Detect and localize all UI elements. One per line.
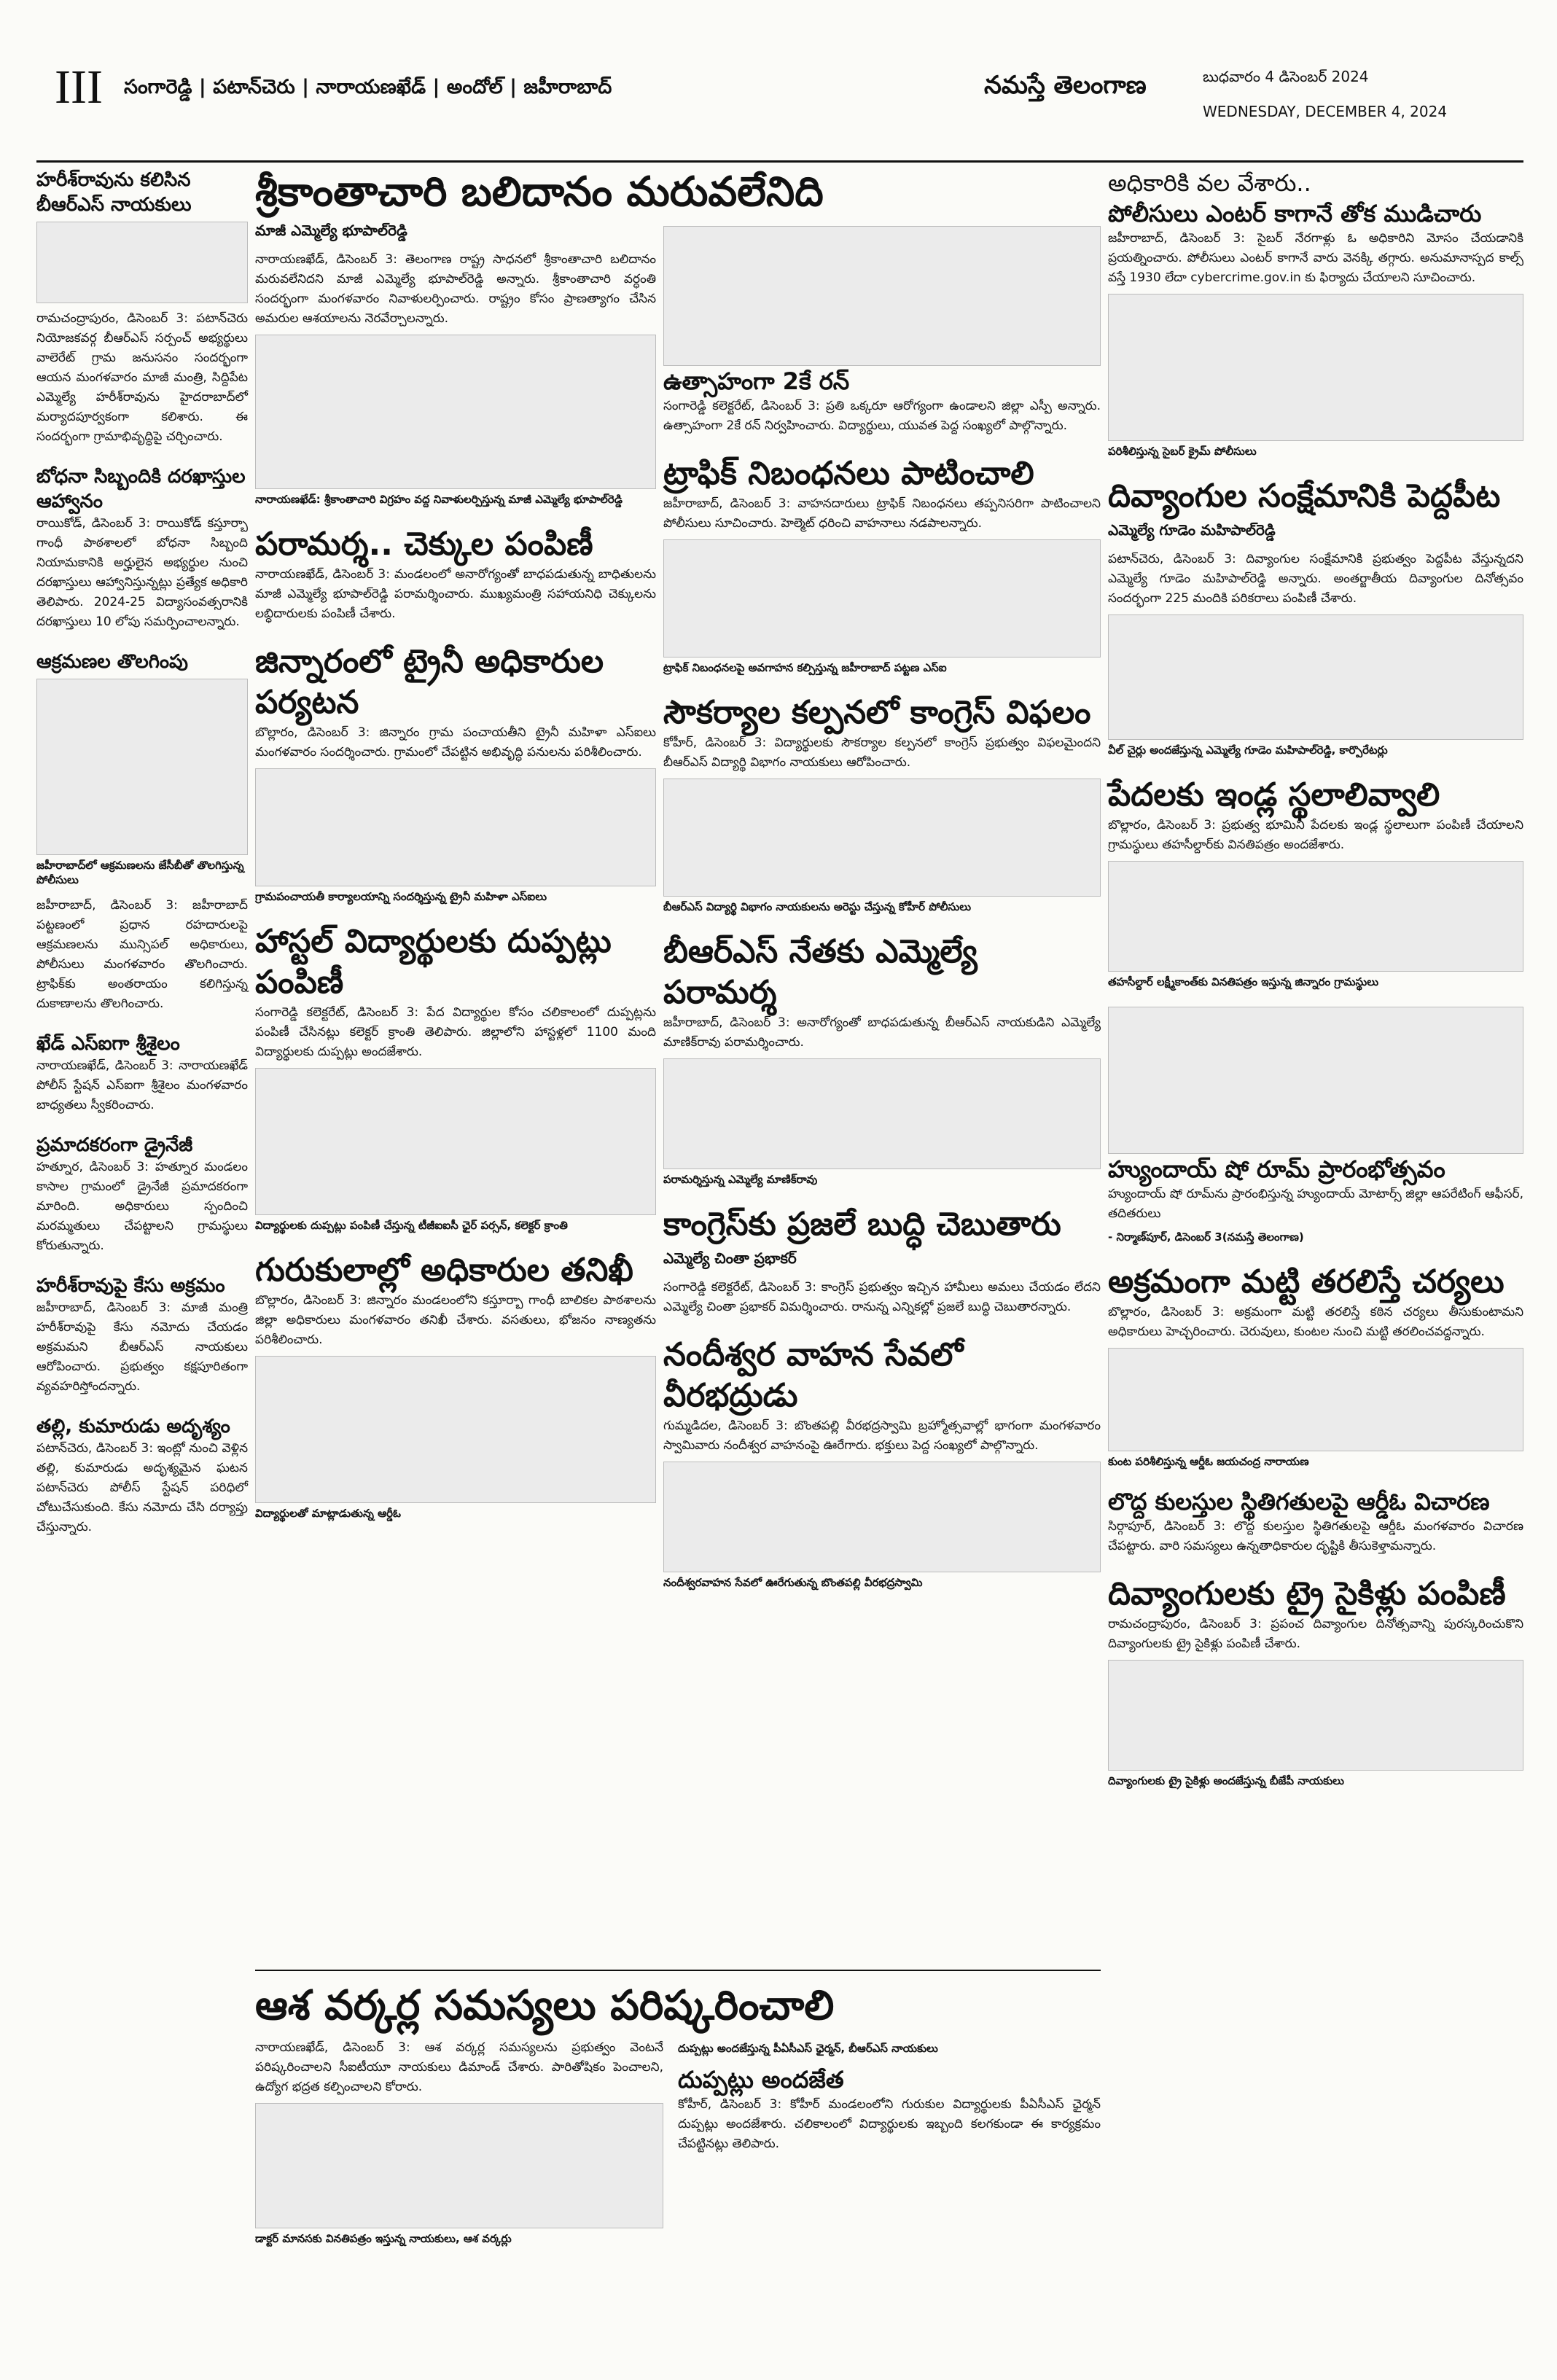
photo-caption: దివ్యాంగులకు ట్రై సైకిళ్లు అందజేస్తున్న బీజేపీ నాయకులు xyxy=(1108,1774,1344,1787)
photo xyxy=(663,226,1101,366)
headline: ట్రాఫిక్ నిబంధనలు పాటించాలి xyxy=(663,455,1034,492)
photo xyxy=(255,2103,663,2228)
photo-caption: నందీశ్వరవాహన సేవలో ఊరేగుతున్న బొంతపల్లి వీరభద్రస్వామి xyxy=(663,1576,923,1589)
story xyxy=(36,168,248,447)
lead-headline: శ్రీకాంతాచారి బలిదానం మరువలేనిది xyxy=(255,168,824,216)
photo-caption: ట్రాఫిక్ నిబంధనలపై అవగాహన కల్పిస్తున్న జహీరాబాద్ పట్టణ ఎస్‌ఐ xyxy=(663,661,947,674)
story xyxy=(255,524,656,624)
body-text: సంగారెడ్డి కలెక్టరేట్, డిసెంబర్ 3: ప్రతి ఒక్కరూ ఆరోగ్యంగా ఉండాలని జిల్లా ఎస్పీ అన్నారు. ఉత్సాహంగా 2కే రన్ నిర్వహించారు. విద్యార్థులు, యువత పెద్ద సంఖ్యలో పాల్గొన్నారు. xyxy=(663,399,1101,433)
newspaper-brand: నమస్తే తెలంగాణ xyxy=(984,71,1147,100)
column-3 xyxy=(663,168,1101,1607)
story xyxy=(255,921,656,1233)
body-text: జహీరాబాద్, డిసెంబర్ 3: వాహనదారులు ట్రాఫిక్ నిబంధనలు తప్పనిసరిగా పాటించాలని పోలీసులు సూచించారు. హెల్మెట్ ధరించి వాహనాలు నడపాలన్నారు. xyxy=(663,496,1101,531)
byline: ఎమ్మెల్యే గూడెం మహిపాల్‌రెడ్డి xyxy=(1108,521,1276,539)
body-text: సంగారెడ్డి కలెక్టరేట్, డిసెంబర్ 3: పేద విద్యార్థుల కోసం చలికాలంలో దుప్పట్లను పంపిణీ చేసినట్లు కలెక్టర్ క్రాంతి తెలిపారు. జిల్లాలోని హాస్టళ్లలో 1100 మంది విద్యార్థులకు దుప్పట్లు అందజేశారు. xyxy=(255,1005,656,1059)
body-text: నారాయణఖేడ్, డిసెంబర్ 3: తెలంగాణ రాష్ట్ర సాధనలో శ్రీకాంతాచారి బలిదానం మరువలేనిదని మాజీ ఎమ్మెల్యే భూపాల్‌రెడ్డి అన్నారు. శ్రీకాంతాచారి వర్ధంతి సందర్భంగా మంగళవారం నివాళులర్పించారు. రాష్ట్రం కోసం ప్రాణత్యాగం చేసిన అమరుల ఆశయాలను నెరవేర్చాలన్నారు. xyxy=(255,252,656,326)
photo xyxy=(1108,614,1523,740)
byline: మాజీ ఎమ్మెల్యే భూపాల్‌రెడ్డి xyxy=(255,222,407,239)
headline: బోధనా సిబ్బందికి దరఖాస్తుల ఆహ్వానం xyxy=(36,466,246,512)
body-text: సంగారెడ్డి కలెక్టరేట్, డిసెంబర్ 3: కాంగ్రెస్ ప్రభుత్వం ఇచ్చిన హామీలు అమలు చేయడం లేదని ఎమ్మెల్యే చింతా ప్రభాకర్ విమర్శించారు. రానున్న ఎన్నికల్లో ప్రజలే బుద్ధి చెబుతారన్నారు. xyxy=(663,1280,1101,1314)
headline: పేదలకు ఇండ్ల స్థలాలివ్వాలి xyxy=(1108,776,1440,814)
headline: హ్యుందాయ్ షో రూమ్ ప్రారంభోత్సవం xyxy=(1108,1155,1445,1183)
body-text: నారాయణఖేడ్, డిసెంబర్ 3: మండలంలో అనారోగ్యంతో బాధపడుతున్న బాధితులను మాజీ ఎమ్మెల్యే భూపాల్‌రెడ్డి పరామర్శించారు. ముఖ్యమంత్రి సహాయనిధి చెక్కులను లబ్ధిదారులకు పంపిణీ చేశారు. xyxy=(255,567,656,621)
headline: దివ్యాంగుల సంక్షేమానికి పెద్దపీట xyxy=(1108,477,1501,515)
body-text: జహీరాబాద్, డిసెంబర్ 3: అనారోగ్యంతో బాధపడుతున్న బీఆర్‌ఎస్ నాయకుడిని ఎమ్మెల్యే మాణిక్‌రావు పరామర్శించారు. xyxy=(663,1015,1101,1050)
body-text: బొల్లారం, డిసెంబర్ 3: జిన్నారం మండలంలోని కస్తూర్బా గాంధీ బాలికల పాఠశాలను జిల్లా అధికారులు మంగళవారం తనిఖీ చేశారు. వసతులు, భోజనం నాణ్యతను పరిశీలించారు. xyxy=(255,1293,656,1347)
story xyxy=(36,1133,248,1256)
photo xyxy=(36,679,248,855)
body-text: హత్నూర, డిసెంబర్ 3: హత్నూర మండలం కాసాల గ్రామంలో డ్రైనేజీ ప్రమాదకరంగా మారింది. అధికారులు స్పందించి మరమ్మతులు చేపట్టాలని గ్రామస్థులు కోరుతున్నారు. xyxy=(36,1160,248,1253)
kicker: అధికారికి వల వేశారు.. xyxy=(1108,169,1311,197)
story xyxy=(663,1335,1101,1590)
body-text: జహీరాబాద్, డిసెంబర్ 3: జహీరాబాద్ పట్టణంలో ప్రధాన రహదారులపై ఆక్రమణలను మున్సిపల్ అధికారులు, పోలీసులు మంగళవారం తొలగించారు. ట్రాఫిక్‌కు అంతరాయం కలిగిస్తున్న దుకాణాలను తొలగించారు. xyxy=(36,898,248,1011)
photo-caption: విద్యార్థులతో మాట్లాడుతున్న ఆర్డీఓ xyxy=(255,1507,401,1520)
photo xyxy=(1108,1007,1523,1154)
story xyxy=(663,692,1101,914)
issue-date xyxy=(1203,66,1447,122)
body-text: కోహీర్, డిసెంబర్ 3: కోహీర్ మండలంలోని గురుకుల విద్యార్థులకు పీఏసీఎస్ ఛైర్మన్ దుప్పట్లు అందజేశారు. చలికాలంలో విద్యార్థులకు ఇబ్బంది కలగకుండా ఈ కార్యక్రమం చేపట్టినట్లు తెలిపారు. xyxy=(678,2097,1101,2151)
photo-caption: గ్రామపంచాయతీ కార్యాలయాన్ని సందర్శిస్తున్న ట్రైనీ మహిళా ఎస్‌ఐలు xyxy=(255,890,547,903)
headline: హరీశ్‌రావుపై కేసు అక్రమం xyxy=(36,1275,225,1297)
photo-caption: వీల్ చైర్లు అందజేస్తున్న ఎమ్మెల్యే గూడెం మహిపాల్‌రెడ్డి, కార్పొరేటర్లు xyxy=(1108,744,1388,757)
photo xyxy=(255,768,656,886)
body-text: జహీరాబాద్, డిసెంబర్ 3: మాజీ మంత్రి హరీశ్‌రావుపై కేసు నమోదు చేయడం అక్రమమని బీఆర్‌ఎస్ నాయకులు ఆరోపించారు. ప్రభుత్వం కక్షపూరితంగా వ్యవహరిస్తోందన్నారు. xyxy=(36,1300,248,1394)
body-text: పటాన్‌చెరు, డిసెంబర్ 3: దివ్యాంగుల సంక్షేమానికి ప్రభుత్వం పెద్దపీట వేస్తున్నదని ఎమ్మెల్యే గూడెం మహిపాల్‌రెడ్డి అన్నారు. అంతర్జాతీయ దివ్యాంగుల దినోత్సవం సందర్భంగా 225 మందికి పరికరాలు పంపిణీ చేశారు. xyxy=(1108,552,1523,606)
photo xyxy=(255,1356,656,1503)
photo-credit: - నిర్మాణ్‌పూర్, డిసెంబర్ 3(నమస్తే తెలంగాణ) xyxy=(1108,1230,1304,1244)
headline: బీఆర్‌ఎస్ నేతకు ఎమ్మెల్యే పరామర్శ xyxy=(663,933,977,1011)
story xyxy=(36,464,248,632)
body-text: బొల్లారం, డిసెంబర్ 3: జిన్నారం గ్రామ పంచాయతీని ట్రైనీ మహిళా ఎస్‌ఐలు మంగళవారం సందర్శించారు. గ్రామంలో చేపట్టిన అభివృద్ధి పనులను పరిశీలించారు. xyxy=(255,725,656,760)
headline: గురుకులాల్లో అధికారుల తనిఖీ xyxy=(255,1252,633,1289)
story xyxy=(255,641,656,904)
photo-caption: విద్యార్థులకు దుప్పట్లు పంపిణీ చేస్తున్న టీజీఐఐసీ ఛైర్ పర్సన్, కలెక్టర్ క్రాంతి xyxy=(255,1219,568,1232)
photo-caption: నారాయణఖేడ్: శ్రీకాంతాచారి విగ్రహం వద్ద నివాళులర్పిస్తున్న మాజీ ఎమ్మెల్యే భూపాల్‌రెడ్డి xyxy=(255,493,623,506)
body-text: నారాయణఖేడ్, డిసెంబర్ 3: ఆశ వర్కర్ల సమస్యలను ప్రభుత్వం వెంటనే పరిష్కరించాలని సీఐటీయూ నాయకులు డిమాండ్ చేశారు. పారితోషికం పెంచాలని, ఉద్యోగ భద్రత కల్పించాలని కోరారు. xyxy=(255,2040,663,2094)
story xyxy=(1108,775,1523,989)
photo xyxy=(1108,861,1523,972)
headline: జిన్నారంలో ట్రైనీ అధికారుల పర్యటన xyxy=(255,643,604,721)
body-text: నారాయణఖేడ్, డిసెంబర్ 3: నారాయణఖేడ్ పోలీస్ స్టేషన్ ఎస్‌ఐగా శ్రీశైలం మంగళవారం బాధ్యతలు స్వీకరించారు. xyxy=(36,1058,248,1112)
photo xyxy=(663,539,1101,658)
body-text: రామచంద్రాపురం, డిసెంబర్ 3: ప్రపంచ దివ్యాంగుల దినోత్సవాన్ని పురస్కరించుకొని దివ్యాంగులకు ట్రై సైకిళ్లు పంపిణీ చేశారు. xyxy=(1108,1617,1523,1651)
photo-caption: తహసీల్దార్ లక్ష్మీకాంత్‌కు వినతిపత్రం ఇస్తున్న జిన్నారం గ్రామస్థులు xyxy=(1108,975,1379,988)
photo-caption: బీఆర్‌ఎస్ విద్యార్థి విభాగం నాయకులను అరెస్టు చేస్తున్న కోహీర్ పోలీసులు xyxy=(663,900,972,913)
headline: ప్రమాదకరంగా డ్రైనేజీ xyxy=(36,1134,193,1156)
story xyxy=(663,453,1101,675)
photo xyxy=(663,1462,1101,1572)
column-1 xyxy=(36,168,248,1555)
story xyxy=(1108,1574,1523,1788)
photo xyxy=(255,335,656,489)
photo-caption: డాక్టర్ మానసకు వినతిపత్రం ఇస్తున్న నాయకులు, ఆశ వర్కర్లు xyxy=(255,2232,512,2245)
photo-caption: కుంట పరిశీలిస్తున్న ఆర్డీఓ జయచంద్ర నారాయణ xyxy=(1108,1455,1309,1468)
body-text: కోహీర్, డిసెంబర్ 3: విద్యార్థులకు సౌకర్యాల కల్పనలో కాంగ్రెస్ ప్రభుత్వం విఫలమైందని బీఆర్‌ఎస్ విద్యార్థి విభాగం నాయకులు ఆరోపించారు. xyxy=(663,736,1101,770)
story xyxy=(1108,476,1523,757)
headline: పరామర్శ.. చెక్కుల పంపిణీ xyxy=(255,526,593,563)
district-list: సంగారెడ్డి | పటాన్‌చెరు | నారాయణఖేడ్ | అందోల్ | జహీరాబాద్ xyxy=(124,76,612,98)
masthead xyxy=(36,51,1523,163)
photo xyxy=(663,779,1101,897)
date-telugu: బుధవారం 4 డిసెంబర్ 2024 xyxy=(1203,68,1369,85)
body-text: బొల్లారం, డిసెంబర్ 3: ప్రభుత్వ భూమిని పేదలకు ఇండ్ల స్థలాలుగా పంపిణీ చేయాలని గ్రామస్థులు తహసీల్దార్‌కు వినతిపత్రం అందజేశారు. xyxy=(1108,818,1523,852)
story xyxy=(1108,168,1523,459)
story xyxy=(255,1250,656,1521)
headline: దుప్పట్లు అందజేత xyxy=(678,2066,844,2094)
story xyxy=(1108,1262,1523,1469)
headline: లొద్ద కులస్తుల స్థితిగతులపై ఆర్డీఓ విచారణ xyxy=(1108,1488,1490,1515)
photo xyxy=(1108,1348,1523,1451)
headline: ఖేడ్ ఎస్‌ఐగా శ్రీశైలం xyxy=(36,1033,180,1055)
page-number: III xyxy=(55,61,103,114)
photo-caption: జహీరాబాద్‌లో ఆక్రమణలను జేసీబీతో తొలగిస్తున్న పోలీసులు xyxy=(36,859,244,886)
photo xyxy=(663,1058,1101,1169)
photo xyxy=(36,222,248,303)
photo-caption: పరామర్శిస్తున్న ఎమ్మెల్యే మాణిక్‌రావు xyxy=(663,1173,818,1186)
photo xyxy=(255,1068,656,1215)
headline: దివ్యాంగులకు ట్రై సైకిళ్లు పంపిణీ xyxy=(1108,1575,1506,1612)
body-text: రామచంద్రాపురం, డిసెంబర్ 3: పటాన్‌చెరు నియోజకవర్గ బీఆర్‌ఎస్ సర్పంచ్ అభ్యర్థులు వాలెరేట్ గ్రామ జనుసనం సందర్భంగా ఆయన మంగళవారం మాజీ మంత్రి, సిద్దిపేట ఎమ్మెల్యే హరీశ్‌రావును హైదరాబాద్‌లో మర్యాదపూర్వకంగా కలిశారు. ఈ సందర్భంగా గ్రామాభివృద్ధిపై చర్చించారు. xyxy=(36,311,248,444)
body-text: జహీరాబాద్, డిసెంబర్ 3: సైబర్ నేరగాళ్లు ఓ అధికారిని మోసం చేయడానికి ప్రయత్నించారు. పోలీసులు ఎంటర్ కాగానే వారు వెనక్కి తగ్గారు. అనుమానాస్పద కాల్స్ వస్తే 1930 లేదా cybercrime.gov.in కు ఫిర్యాదు చేయాలని సూచించారు. xyxy=(1108,231,1523,285)
body-text: సిర్గాపూర్, డిసెంబర్ 3: లొద్ద కులస్తుల స్థితిగతులపై ఆర్డీఓ మంగళవారం విచారణ చేపట్టారు. వారి సమస్యలు ఉన్నతాధికారుల దృష్టికి తీసుకెళ్తామన్నారు. xyxy=(1108,1519,1523,1553)
body-text: బొల్లారం, డిసెంబర్ 3: అక్రమంగా మట్టి తరలిస్తే కఠిన చర్యలు తీసుకుంటామని అధికారులు హెచ్చరించారు. చెరువులు, కుంటల నుంచి మట్టి తరలించవద్దన్నారు. xyxy=(1108,1305,1523,1339)
photo xyxy=(1108,294,1523,441)
story xyxy=(36,1031,248,1115)
headline: అక్రమంగా మట్టి తరలిస్తే చర్యలు xyxy=(1108,1263,1505,1300)
story xyxy=(663,932,1101,1187)
story xyxy=(36,649,248,1014)
headline: నందీశ్వర వాహన సేవలో వీరభద్రుడు xyxy=(663,1336,964,1414)
bottom-story xyxy=(255,1962,1101,2255)
story xyxy=(36,1273,248,1397)
headline: తల్లి, కుమారుడు అదృశ్యం xyxy=(36,1416,230,1437)
photo-caption: దుప్పట్లు అందజేస్తున్న పీఏసీఎస్ ఛైర్మన్, బీఆర్‌ఎస్ నాయకులు xyxy=(678,2042,938,2055)
headline: పోలీసులు ఎంటర్ కాగానే తోక ముడిచారు xyxy=(1108,200,1482,227)
headline: ఉత్సాహంగా 2కే రన్ xyxy=(663,367,850,395)
photo-caption: పరిశీలిస్తున్న సైబర్ క్రైమ్ పోలీసులు xyxy=(1108,445,1257,458)
column-4 xyxy=(1108,168,1523,1806)
story xyxy=(663,366,1101,436)
body-text: హ్యుందాయ్ షో రూమ్‌ను ప్రారంభిస్తున్న హ్యుందాయ్ మోటార్స్ జిల్లా ఆపరేటింగ్ ఆఫీసర్, తదితరులు xyxy=(1108,1187,1523,1221)
photo xyxy=(1108,1660,1523,1771)
body-text: గుమ్మడిదల, డిసెంబర్ 3: బొంతపల్లి వీరభద్రస్వామి బ్రహ్మోత్సవాల్లో భాగంగా మంగళవారం స్వామివారు నందీశ్వర వాహనంపై ఊరేగారు. భక్తులు పెద్ద సంఖ్యలో పాల్గొన్నారు. xyxy=(663,1419,1101,1453)
story xyxy=(36,1414,248,1537)
headline: హరీశ్‌రావును కలిసిన బీఆర్‌ఎస్ నాయకులు xyxy=(36,169,192,216)
story xyxy=(663,1204,1101,1317)
headline: ఆశ వర్కర్ల సమస్యలు పరిష్కరించాలి xyxy=(255,1982,835,2029)
headline: కాంగ్రెస్‌కు ప్రజలే బుద్ధి చెబుతారు xyxy=(663,1206,1061,1243)
body-text: పటాన్‌చెరు, డిసెంబర్ 3: ఇంట్లో నుంచి వెళ్లిన తల్లి, కుమారుడు అదృశ్యమైన ఘటన పటాన్‌చెరు పోలీస్ స్టేషన్ పరిధిలో చోటుచేసుకుంది. కేసు నమోదు చేసి దర్యాప్తు చేస్తున్నారు. xyxy=(36,1441,248,1534)
headline: ఆక్రమణల తొలగింపు xyxy=(36,651,188,673)
headline: సౌకర్యాల కల్పనలో కాంగ్రెస్ విఫలం xyxy=(663,694,1091,731)
story xyxy=(1108,1007,1523,1244)
story xyxy=(1108,1486,1523,1556)
body-text: రాయికోడ్, డిసెంబర్ 3: రాయికోడ్ కస్తూర్బా గాంధీ పాఠశాలలో బోధనా సిబ్బంది నియామకానికి అర్హులైన అభ్యర్థుల నుంచి దరఖాస్తులు ఆహ్వానిస్తున్నట్లు ప్రత్యేక అధికారి తెలిపారు. 2024-25 విద్యాసంవత్సరానికి దరఖాస్తులు 10 లోపు సమర్పించాలన్నారు. xyxy=(36,516,248,629)
headline: హాస్టల్ విద్యార్థులకు దుప్పట్లు పంపిణీ xyxy=(255,923,612,1001)
date-english: WEDNESDAY, DECEMBER 4, 2024 xyxy=(1203,103,1448,120)
byline: ఎమ్మెల్యే చింతా ప్రభాకర్ xyxy=(663,1249,797,1267)
